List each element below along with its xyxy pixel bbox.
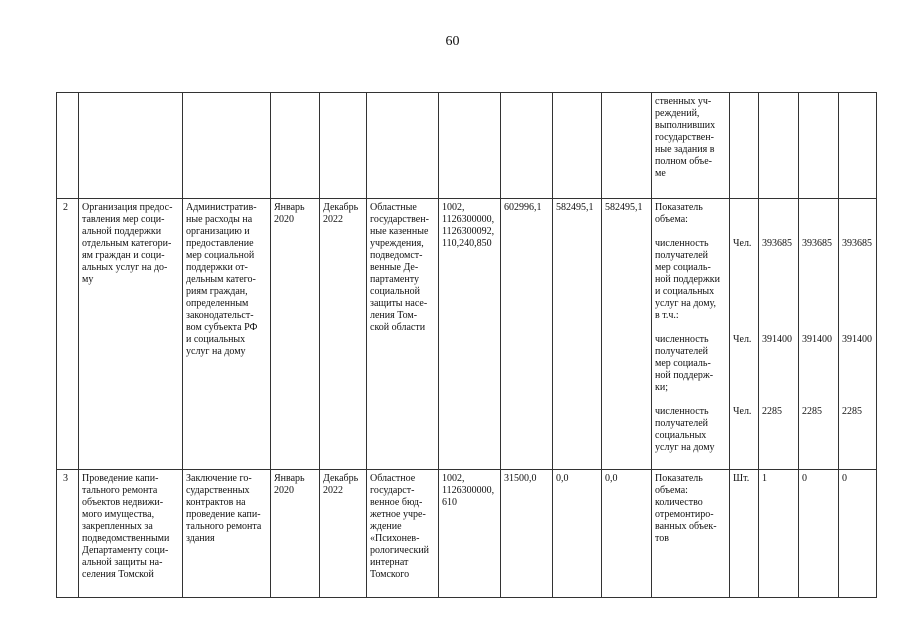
cell-unit: Шт. — [730, 470, 759, 598]
text-line: Томского — [370, 569, 410, 580]
text-line: Январь — [274, 202, 305, 213]
cell-codes — [439, 470, 501, 598]
text-line: Чел. — [733, 334, 752, 345]
text-line: Показатель — [655, 202, 703, 213]
text-line: ждение — [370, 521, 402, 532]
text-line: Декабрь — [323, 202, 359, 213]
text-line: Проведение капи- — [82, 473, 159, 484]
cell-v3 — [839, 93, 877, 199]
cell-codes — [439, 199, 501, 470]
text-line: социальных — [655, 430, 707, 441]
text-line: альной защиты на- — [82, 557, 163, 568]
cell-sum-total: 31500,0 — [501, 470, 553, 598]
text-line: 2022 — [323, 485, 343, 496]
text-line: альной поддержки — [82, 226, 162, 237]
text-line: 2020 — [274, 485, 294, 496]
text-line: численность — [655, 238, 709, 249]
text-line: отдельным категори- — [82, 238, 172, 249]
cell-v1: 1 — [759, 470, 799, 598]
text-line: Декабрь — [323, 473, 359, 484]
cell-end — [320, 470, 367, 598]
text-line: Январь — [274, 473, 305, 484]
text-line: поддержки от- — [186, 262, 248, 273]
cell-v2: 0 — [799, 470, 839, 598]
text-line: 391400 — [762, 334, 792, 345]
text-line: проведение капи- — [186, 509, 261, 520]
cell-sum-3: 582495,1 — [602, 199, 652, 470]
text-line: объектов недвижи- — [82, 497, 164, 508]
text-line: интернат — [370, 557, 409, 568]
table-row-2 — [57, 199, 877, 470]
cell-sum-total: 602996,1 — [501, 199, 553, 470]
cell-v2 — [799, 199, 839, 470]
cell-sum-3 — [602, 93, 652, 199]
text-line: 2285 — [762, 406, 782, 417]
text-line: 1126300000, — [442, 214, 495, 225]
cell-unit — [730, 93, 759, 199]
text-line: численность — [655, 334, 709, 345]
cell-expense — [183, 93, 271, 199]
cell-v1 — [759, 93, 799, 199]
text-line: 1002, — [442, 202, 465, 213]
text-line: тального ремонта — [82, 485, 158, 496]
text-line: учреждения, — [370, 238, 424, 249]
text-line: и социальных — [655, 286, 715, 297]
text-line: численность — [655, 406, 709, 417]
text-line: тавления мер соци- — [82, 214, 165, 225]
text-line: получателей — [655, 250, 709, 261]
cell-indicator — [652, 470, 730, 598]
text-line: полном объе- — [655, 156, 712, 167]
text-line: ственных уч- — [655, 96, 712, 107]
text-line: ме — [655, 168, 666, 179]
text-line: ления Том- — [370, 310, 418, 321]
text-line: 393685 — [842, 238, 872, 249]
text-line: Областные — [370, 202, 417, 213]
text-line: организацию и — [186, 226, 250, 237]
cell-v3: 0 — [839, 470, 877, 598]
cell-executor — [367, 470, 439, 598]
text-line: 393685 — [802, 238, 832, 249]
cell-v3 — [839, 199, 877, 470]
text-line: риям граждан, — [186, 286, 248, 297]
text-line: ной поддерж- — [655, 370, 714, 381]
text-line: венное бюд- — [370, 497, 423, 508]
text-line: социальной — [370, 286, 420, 297]
text-line: контрактов на — [186, 497, 246, 508]
text-line: селения Томской — [82, 569, 154, 580]
text-line: мер социаль- — [655, 262, 711, 273]
cell-start — [271, 93, 320, 199]
text-line: предоставление — [186, 238, 254, 249]
cell-num: 2 — [57, 199, 79, 470]
text-line: подведомственными — [82, 533, 170, 544]
cell-expense — [183, 199, 271, 470]
table-row-continued — [57, 93, 877, 199]
text-line: мого имущества, — [82, 509, 155, 520]
text-line: отремонтиро- — [655, 509, 714, 520]
text-line: Департаменту соци- — [82, 545, 169, 556]
text-line: ям граждан и соци- — [82, 250, 165, 261]
text-line: 393685 — [762, 238, 792, 249]
cell-end — [320, 199, 367, 470]
cell-executor — [367, 199, 439, 470]
cell-codes — [439, 93, 501, 199]
cell-name — [79, 470, 183, 598]
table-row-3 — [57, 470, 877, 598]
cell-v1 — [759, 199, 799, 470]
text-line: Административ- — [186, 202, 257, 213]
text-line: услуг на дому — [655, 442, 715, 453]
text-line: альных услуг на до- — [82, 262, 168, 273]
text-line: Показатель — [655, 473, 703, 484]
text-line: 2285 — [842, 406, 862, 417]
text-line: тального ремонта — [186, 521, 262, 532]
cell-indicator — [652, 93, 730, 199]
text-line: мер социаль- — [655, 358, 711, 369]
text-line: объема: — [655, 485, 688, 496]
text-line: получателей — [655, 418, 709, 429]
text-line: ской области — [370, 322, 426, 333]
text-line: 1002, — [442, 473, 465, 484]
text-line: партаменту — [370, 274, 419, 285]
text-line: рологический — [370, 545, 430, 556]
text-line: защиты насе- — [370, 298, 428, 309]
cell-start — [271, 470, 320, 598]
text-line: услуг на дому, — [655, 298, 717, 309]
cell-sum-2: 0,0 — [553, 470, 602, 598]
text-line: 110,240,850 — [442, 238, 492, 249]
cell-unit — [730, 199, 759, 470]
cell-num: 3 — [57, 470, 79, 598]
cell-start — [271, 199, 320, 470]
text-line: ки; — [655, 382, 668, 393]
text-line: вом субъекта РФ — [186, 322, 258, 333]
text-line: ной поддержки — [655, 274, 720, 285]
text-line: Чел. — [733, 238, 752, 249]
cell-indicator — [652, 199, 730, 470]
text-line: 2285 — [802, 406, 822, 417]
text-line: здания — [186, 533, 215, 544]
text-line: получателей — [655, 346, 709, 357]
text-line: ванных объек- — [655, 521, 717, 532]
text-line: 391400 — [842, 334, 872, 345]
cell-executor — [367, 93, 439, 199]
text-line: государствен- — [655, 132, 714, 143]
text-line: венные Де- — [370, 262, 419, 273]
text-line: и социальных — [186, 334, 246, 345]
text-line: му — [82, 274, 94, 285]
cell-sum-2 — [553, 93, 602, 199]
text-line: закрепленных за — [82, 521, 153, 532]
text-line: услуг на дому — [186, 346, 246, 357]
text-line: сударственных — [186, 485, 250, 496]
text-line: в т.ч.: — [655, 310, 679, 321]
text-line: тов — [655, 533, 669, 544]
text-line: 610 — [442, 497, 457, 508]
text-line: ные казенные — [370, 226, 429, 237]
text-line: законодательст- — [186, 310, 254, 321]
text-line: Областное — [370, 473, 416, 484]
text-line: государст- — [370, 485, 415, 496]
cell-name — [79, 93, 183, 199]
text-line: ные задания в — [655, 144, 715, 155]
cell-num — [57, 93, 79, 199]
text-line: определенным — [186, 298, 249, 309]
cell-v2 — [799, 93, 839, 199]
text-line: «Психонев- — [370, 533, 420, 544]
cell-sum-3: 0,0 — [602, 470, 652, 598]
measures-table — [56, 92, 877, 598]
text-line: жетное учре- — [370, 509, 426, 520]
text-line: количество — [655, 497, 703, 508]
text-line: реждений, — [655, 108, 700, 119]
text-line: Организация предос- — [82, 202, 173, 213]
text-line: дельным катего- — [186, 274, 256, 285]
cell-sum-total — [501, 93, 553, 199]
cell-expense — [183, 470, 271, 598]
text-line: мер социальной — [186, 250, 255, 261]
text-line: 391400 — [802, 334, 832, 345]
text-line: выполнивших — [655, 120, 716, 131]
text-line: ные расходы на — [186, 214, 253, 225]
text-line: Заключение го- — [186, 473, 252, 484]
text-line: Чел. — [733, 406, 752, 417]
text-line: 1126300092, — [442, 226, 495, 237]
cell-name — [79, 199, 183, 470]
text-line: государствен- — [370, 214, 429, 225]
page-number: 60 — [445, 34, 460, 49]
cell-end — [320, 93, 367, 199]
text-line: 2022 — [323, 214, 343, 225]
text-line: 2020 — [274, 214, 294, 225]
cell-sum-2: 582495,1 — [553, 199, 602, 470]
text-line: подведомст- — [370, 250, 423, 261]
text-line: 1126300000, — [442, 485, 495, 496]
text-line: объема: — [655, 214, 688, 225]
